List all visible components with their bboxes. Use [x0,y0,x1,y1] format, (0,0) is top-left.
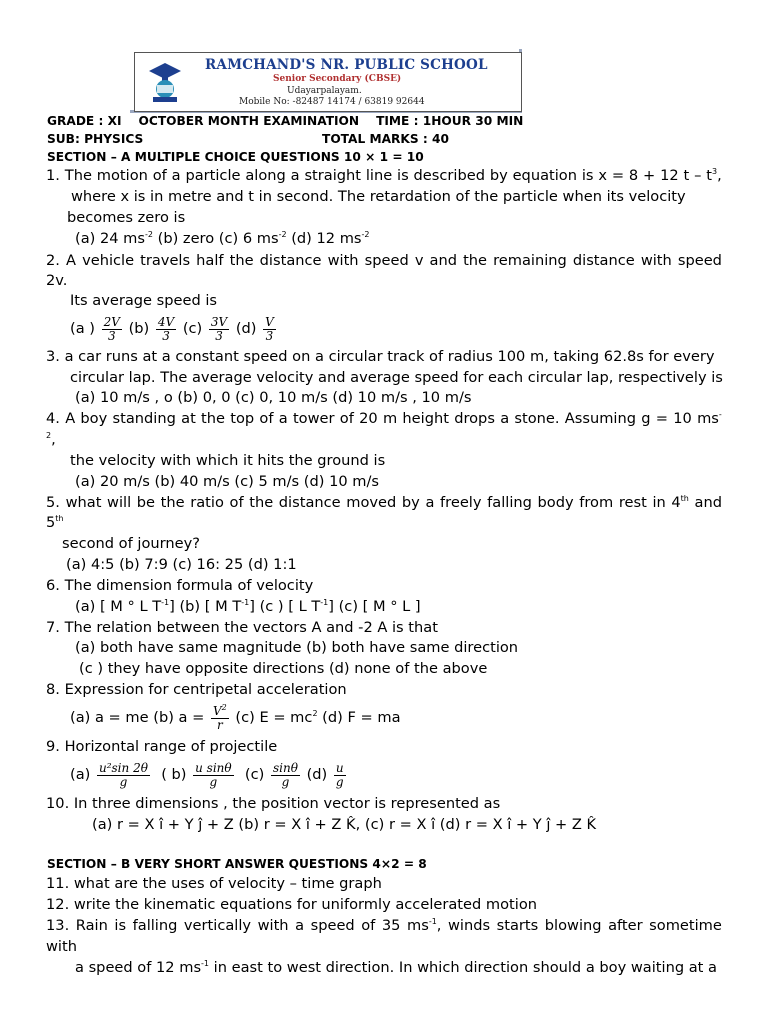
school-banner [134,52,522,112]
q5-line3: second of journey? [62,535,200,552]
q10-options: (a) r = X î + Y ĵ + Z (b) r = X î + Z K̂, (c) r = X î (d) r = X î + Y ĵ + Z K̂ [92,816,597,833]
q3-options: (a) 10 m/s , o (b) 0, 0 (c) 0, 10 m/s (d) 10 m/s , 10 m/s [75,389,472,406]
school-affiliation: Senior Secondary (CBSE) [273,74,402,84]
school-location: Udayarpalayam. [287,86,362,96]
q1-options: (a) 24 $ms^{-2}$ (b) zero (c) 6 $ms^{-2}$ (d) 12 $ms^{-2}$ [75,230,370,247]
q4-line3: the velocity with which it hits the ground is [70,452,386,469]
q7-options-2: (c ) they have opposite directions (d) none of the above [79,660,488,677]
q9-line1: 9. Horizontal range of projectile [46,738,278,755]
q8-line1: 8. Expression for centripetal acceleration [46,681,347,698]
q5-line1: 5. what will be the ratio of the distance moved by a freely falling body from rest in 4th and [46,494,722,511]
q13-line3: a speed of 12 $ms^{-1}$ in east to west direction. In which direction should a boy waiting at a [75,959,717,976]
q9-frac-c: $\frac{\sin\theta}{g}$ [272,760,298,789]
q1-line3: becomes zero is [67,209,186,226]
q10-line1: 10. In three dimensions , the position vector is represented as [46,795,501,812]
q5-line2: 5th [46,514,64,531]
q3-line2: circular lap. The average velocity and average speed for each circular lap, respectively is [70,369,723,386]
q2-frac-a: $\frac{2V}{3}$ [103,314,120,343]
school-name: RAMCHAND'S NR. PUBLIC SCHOOL [205,57,488,73]
q7-line1: 7. The relation between the vectors A and -2 A is that [46,619,438,636]
q2-frac-c: $\frac{3V}{3}$ [210,314,228,343]
q9-frac-b: $\frac{\text{u sinθ}}{g}$ [195,760,232,789]
q9-frac-d: $\frac{u}{g}$ [335,760,344,789]
q7-options-1: (a) both have same magnitude (b) both have same direction [75,639,519,656]
q11-line1: 11. what are the uses of velocity – time graph [46,875,382,892]
q2-line1: 2. A vehicle travels half the distance with speed v and the remaining distance with speed [46,252,722,269]
total-marks: TOTAL MARKS : 40 [322,132,449,146]
school-logo-icon [145,59,185,105]
q6-options: (a) [ M ° L $T^{-1}$] (b) [ M $T^{-1}$] (c ) [ L $T^{-1}$] (c) [ M ° L ] [75,598,421,615]
q6-line1: 6. The dimension formula of velocity [46,577,314,594]
q3-line1: 3. a car runs at a constant speed on a circular track of radius 100 m, taking 62.8s for every [46,348,715,365]
subject-label: SUB: PHYSICS [47,132,144,146]
q2-frac-d: $\frac{V}{3}$ [265,314,274,343]
q2-frac-b: $\frac{4V}{3}$ [157,314,175,343]
section-b-heading: SECTION – B VERY SHORT ANSWER QUESTIONS 4×2 = 8 [47,857,427,871]
q1-line1: 1. The motion of a particle along a straight line is described by equation is x = 8 + 12 t – $t^3$, [46,167,722,184]
q4-line2: $^2$, [46,431,56,448]
q8-options: (a) a = me (b) a = $\frac{V^2}{r}$ (c) $E = mc^2$ (d) F = ma [70,702,401,732]
q9-frac-a: $\frac{\text{u²sin 2θ}}{g}$ [98,760,148,789]
q4-options: (a) 20 m/s (b) 40 m/s (c) 5 m/s (d) 10 m/s [75,473,380,490]
q2-line3: Its average speed is [70,292,218,309]
q8-frac: $\frac{V^2}{r}$ [213,702,227,732]
q1-line2: where x is in metre and t in second. The retardation of the particle when its velocity [71,188,686,205]
exam-info-line: GRADE : XI OCTOBER MONTH EXAMINATION TIME : 1HOUR 30 MIN [47,114,524,128]
q12-line1: 12. write the kinematic equations for uniformly accelerated motion [46,896,537,913]
q9-options: (a) $\frac{\text{u²sin 2θ}}{g}$ ( b) $\frac{\text{u sinθ}}{g}$ (c) $\frac{\sin\theta}{g}$ (d) $\frac{u}{g}$ [70,760,344,789]
q4-line1: 4. A boy standing at the top of a tower of 20 m height drops a stone. Assuming g = 10 ms- [46,410,722,427]
q2-line2: 2v. [46,272,68,289]
q5-options: (a) 4:5 (b) 7:9 (c) 16: 25 (d) 1:1 [66,556,297,573]
q13-line2: with [46,938,77,955]
q2-options: (a ) $\frac{2V}{3}$ (b) $\frac{4V}{3}$ (c) $\frac{3V}{3}$ (d) $\frac{V}{3}$ [70,314,274,343]
q13-line1: 13. Rain is falling vertically with a speed of 35 $ms^{-1}$, winds starts blowing after sometime [46,917,722,934]
school-mobile: Mobile No: -82487 14174 / 63819 92644 [239,97,425,107]
section-a-heading: SECTION – A MULTIPLE CHOICE QUESTIONS 10 × 1 = 10 [47,150,424,164]
